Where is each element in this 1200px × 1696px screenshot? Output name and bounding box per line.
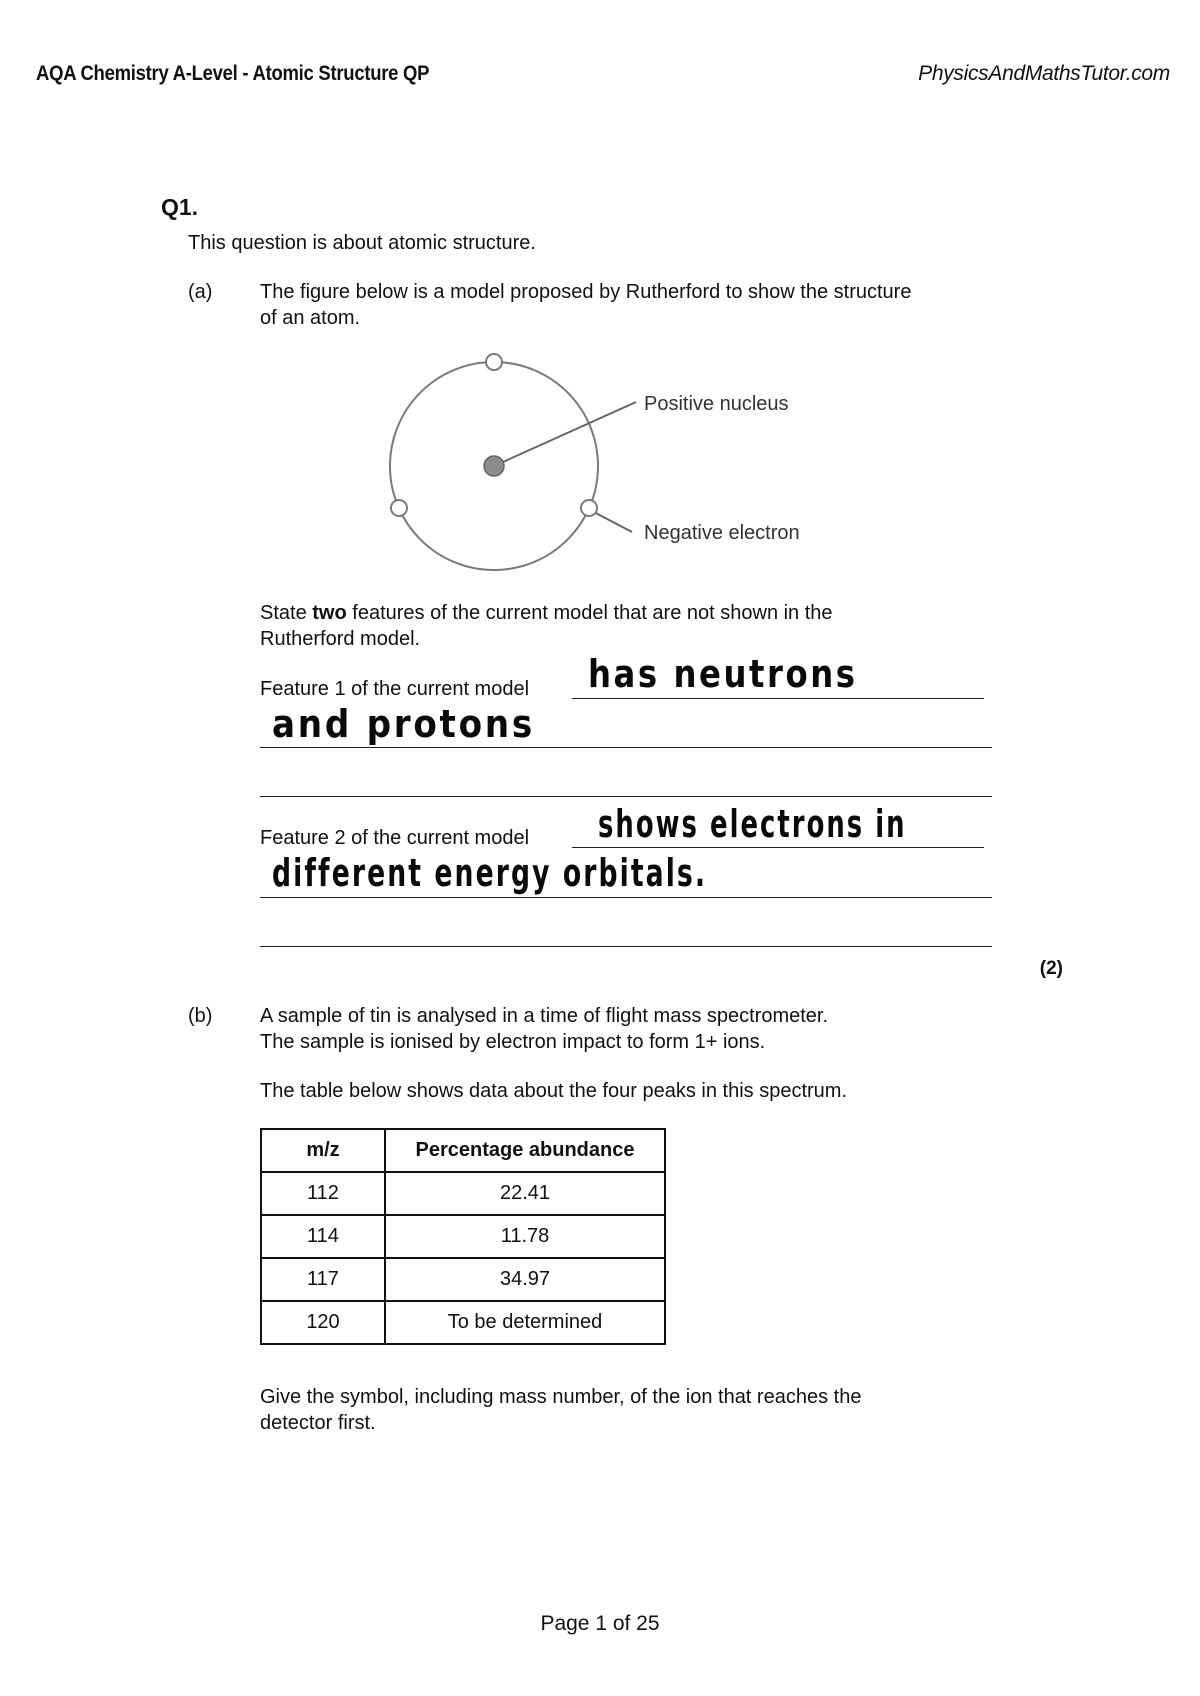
- feature2-handwritten-line1: shows electrons in: [598, 802, 907, 846]
- electron-right: [581, 500, 597, 516]
- table-header-mz: m/z: [261, 1129, 385, 1172]
- table-header-abundance: Percentage abundance: [385, 1129, 665, 1172]
- feature1-label: Feature 1 of the current model: [260, 678, 530, 700]
- feature2-answer-line-1: [572, 847, 984, 848]
- header-title: AQA Chemistry A-Level - Atomic Structure QP: [36, 62, 430, 85]
- table-cell-mz: 117: [261, 1258, 385, 1301]
- electron-left: [391, 500, 407, 516]
- table-row: [261, 1172, 665, 1215]
- question-number: Q1.: [161, 194, 199, 220]
- part-b-question-line1: Give the symbol, including mass number, of the ion that reaches the: [260, 1386, 862, 1408]
- feature2-handwritten-line2: different energy orbitals.: [272, 851, 708, 895]
- feature1-handwritten-line1: has neutrons: [588, 652, 858, 696]
- electron-leader-line: [590, 510, 632, 532]
- part-b-table-intro: The table below shows data about the four peaks in this spectrum.: [260, 1080, 848, 1102]
- electron-top: [486, 354, 502, 370]
- table-cell-abundance: To be determined: [385, 1301, 665, 1344]
- feature1-answer-line-2: [260, 747, 992, 748]
- table-cell-abundance: 34.97: [385, 1258, 665, 1301]
- feature1-answer-line-1: [572, 698, 984, 699]
- instruction-pre: State: [260, 602, 313, 624]
- part-b-text-line2: The sample is ionised by electron impact to form 1+ ions.: [260, 1031, 766, 1053]
- part-a-text-line2: of an atom.: [260, 307, 361, 329]
- table-cell-mz: 120: [261, 1301, 385, 1344]
- part-a-instruction-line2: Rutherford model.: [260, 628, 421, 650]
- part-a-instruction: [260, 600, 833, 626]
- nucleus-dot: [484, 456, 504, 476]
- table-row: [261, 1301, 665, 1344]
- tin-peaks-table: [260, 1128, 666, 1345]
- instruction-post: features of the current model that are not shown in the: [346, 602, 833, 624]
- table-cell-mz: 112: [261, 1172, 385, 1215]
- part-a-text-line1: The figure below is a model proposed by Rutherford to show the structure: [260, 281, 912, 303]
- label-negative-electron: Negative electron: [644, 522, 800, 544]
- feature2-answer-line-2: [260, 897, 992, 898]
- feature2-label: Feature 2 of the current model: [260, 827, 530, 849]
- table-cell-mz: 114: [261, 1215, 385, 1258]
- instruction-bold: two: [312, 602, 347, 624]
- part-a-label: (a): [188, 281, 213, 303]
- feature2-answer-line-3: [260, 946, 992, 947]
- table-cell-abundance: 11.78: [385, 1215, 665, 1258]
- label-positive-nucleus: Positive nucleus: [644, 393, 789, 415]
- table-cell-abundance: 22.41: [385, 1172, 665, 1215]
- table-header-row: [261, 1129, 665, 1172]
- part-b-label: (b): [188, 1005, 213, 1027]
- feature1-answer-line-3: [260, 796, 992, 797]
- table-row: [261, 1258, 665, 1301]
- header-site: PhysicsAndMathsTutor.com: [918, 62, 1170, 85]
- question-intro: This question is about atomic structure.: [188, 232, 536, 254]
- page-number: Page 1 of 25: [540, 1612, 660, 1635]
- part-b-text-line1: A sample of tin is analysed in a time of flight mass spectrometer.: [260, 1005, 829, 1027]
- nucleus-leader-line: [494, 402, 636, 466]
- table-row: [261, 1215, 665, 1258]
- part-b-question-line2: detector first.: [260, 1412, 376, 1434]
- feature1-handwritten-line2: and protons: [272, 702, 535, 746]
- part-a-marks: (2): [1039, 958, 1063, 979]
